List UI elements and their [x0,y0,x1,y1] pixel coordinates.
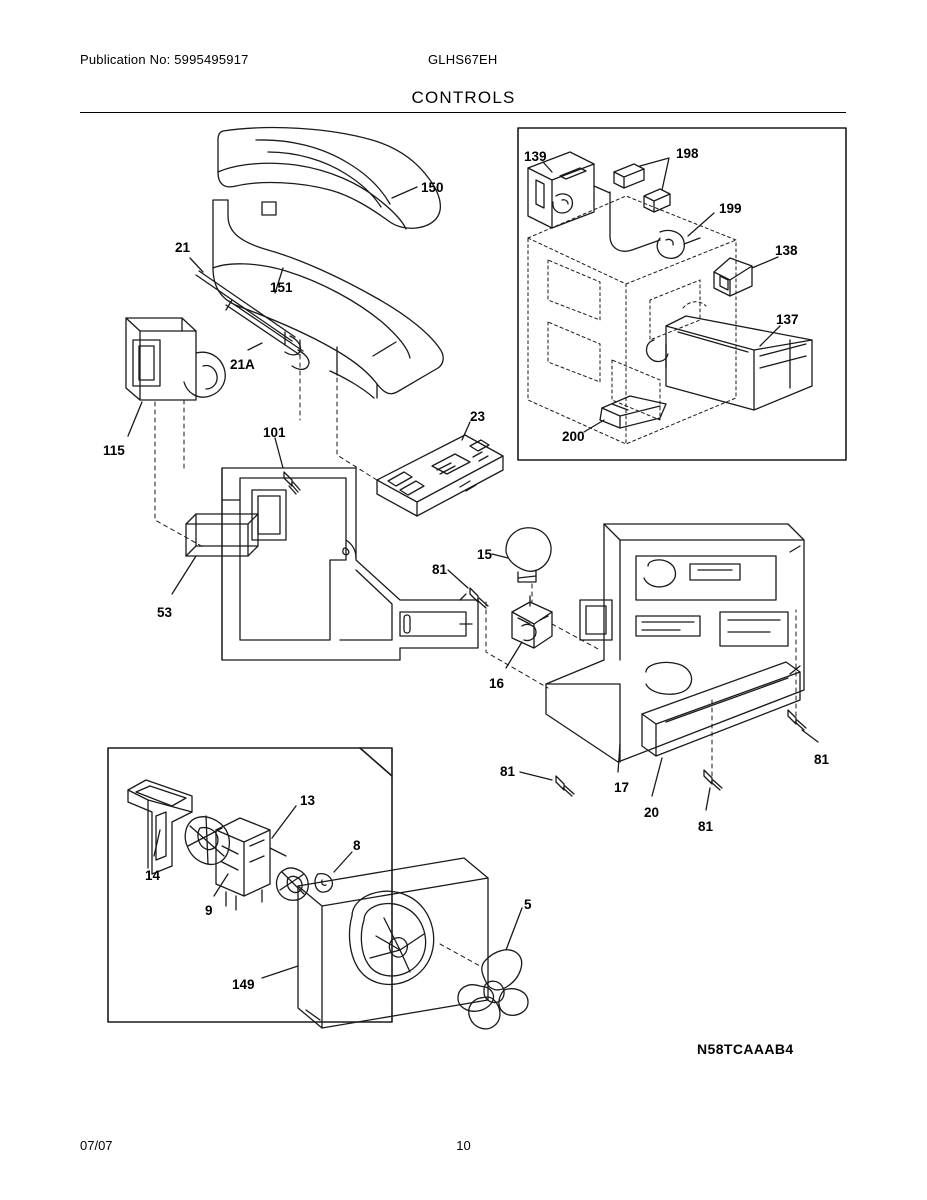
leader-15 [492,554,508,558]
leader-81b [520,772,552,780]
leader-138 [752,257,778,268]
footer-date: 07/07 [80,1138,113,1153]
leader-14 [154,830,160,856]
callout-137: 137 [776,312,799,327]
callout-17: 17 [614,780,630,795]
leader-200 [584,420,604,432]
leader-149 [262,966,298,978]
part-199-wire-harness [610,192,700,258]
callout-15: 15 [477,547,493,562]
assembly-dash-115 [155,400,205,548]
callout-21: 21 [175,240,191,255]
callout-5: 5 [524,897,532,912]
publication-number: Publication No: 5995495917 [80,52,249,67]
leader-81c [706,788,710,810]
part-150-duct-cover [218,128,440,229]
leader-53 [172,556,196,594]
callout-16: 16 [489,676,505,691]
callout-21a: 21A [230,357,255,372]
part-198-connectors [614,164,670,212]
callout-23: 23 [470,409,486,424]
callout-81-upper: 81 [432,562,448,577]
leader-5 [506,908,522,950]
part-14-fan-bracket [128,780,192,874]
leader-21 [190,258,203,272]
diagram-code: N58TCAAAB4 [697,1041,794,1057]
part-137-control-box [647,316,812,410]
part-5-fan-blade [458,950,528,1029]
callout-14: 14 [145,868,161,883]
callout-139: 139 [524,149,547,164]
leader-199 [688,213,714,236]
leader-150 [392,187,417,198]
callout-151: 151 [270,280,293,295]
leader-21a [248,343,262,350]
leader-13 [272,806,296,838]
callout-200: 200 [562,429,585,444]
leader-20 [652,758,662,796]
part-20-dispenser-trim [642,662,800,756]
callout-53: 53 [157,605,173,620]
callout-13: 13 [300,793,316,808]
leader-137 [760,326,780,346]
callout-8: 8 [353,838,361,853]
callout-115: 115 [103,443,125,458]
leader-8 [334,852,352,872]
callout-138: 138 [775,243,798,258]
model-number: GLHS67EH [428,52,498,67]
inset-frame-top-right [518,128,846,460]
callout-9: 9 [205,903,213,918]
part-16-lamp-socket [512,596,552,648]
leader-81a [448,570,468,588]
leader-101 [275,438,283,468]
part-23-control-board [377,435,503,516]
leader-115 [128,402,142,436]
callout-101: 101 [263,425,286,440]
part-200-handle [600,396,666,428]
callout-81-lower-left: 81 [500,764,516,779]
callout-199: 199 [719,201,742,216]
page-title: CONTROLS [411,88,516,107]
footer-page-number: 10 [456,1138,471,1153]
callout-149: 149 [232,977,255,992]
part-13-fan-motor [185,816,286,910]
part-138-bracket [714,258,752,296]
callout-20: 20 [644,805,660,820]
callout-150: 150 [421,180,444,195]
part-8-fan-clip [277,868,333,900]
callout-81-right: 81 [814,752,830,767]
part-17-dispenser-housing [546,524,804,762]
part-115-icemaker [126,318,225,400]
callout-81-lower-center: 81 [698,819,714,834]
leader-81d [802,730,818,742]
callout-198: 198 [676,146,699,161]
leader-16 [506,642,522,668]
part-15-lamp [506,528,551,582]
